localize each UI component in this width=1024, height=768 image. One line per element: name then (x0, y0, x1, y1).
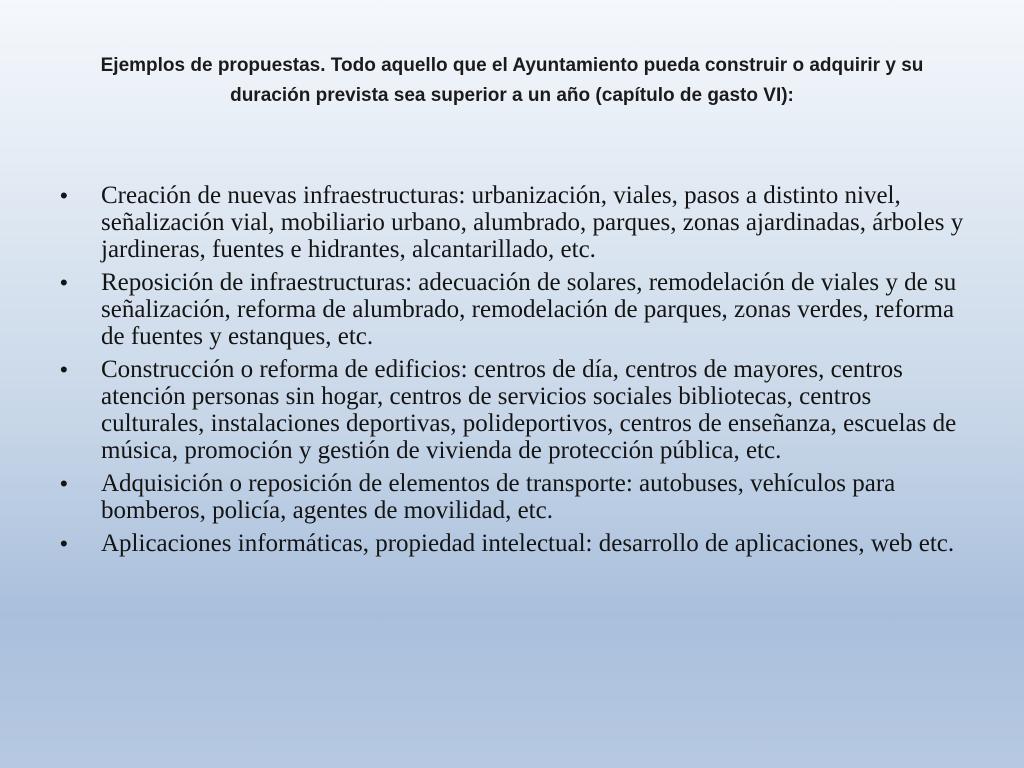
bullet-text: Creación de nuevas infraestructuras: urbanización, viales, pasos a distinto nivel, señalización vial, mobiliario urbano, alumbrado, parques, zonas ajardinadas, árboles y jardineras, fuentes e hidrantes, alcantarillado, etc. (101, 182, 964, 263)
bullet-text: Reposición de infraestructuras: adecuación de solares, remodelación de viales y de su señalización, reforma de alumbrado, remodelación de parques, zonas verdes, reforma de fuentes y estanques, etc. (101, 269, 957, 350)
bullet-icon: • (60, 357, 68, 382)
bullet-item-new-infrastructure (58, 182, 978, 263)
bullet-text: Aplicaciones informáticas, propiedad intelectual: desarrollo de aplicaciones, web etc. (101, 530, 955, 557)
bullet-text: Construcción o reforma de edificios: centros de día, centros de mayores, centros atención personas sin hogar, centros de servicios sociales bibliotecas, centros culturales, instalaciones deportivas, polideportivos, centros de enseñanza, escuelas de música, promoción y gestión de vivienda de protección pública, etc. (101, 356, 957, 464)
bullet-icon: • (60, 270, 68, 295)
bullet-icon: • (60, 183, 68, 208)
bullet-item-software (58, 530, 978, 557)
bullet-text: Adquisición o reposición de elementos de transporte: autobuses, vehículos para bomberos, policía, agentes de movilidad, etc. (101, 470, 896, 524)
bullet-item-transport (58, 470, 978, 524)
bullet-list (58, 182, 978, 563)
bullet-item-buildings (58, 356, 978, 464)
bullet-item-infrastructure-replacement (58, 269, 978, 350)
bullet-icon: • (60, 531, 68, 556)
slide-title: Ejemplos de propuestas. Todo aquello que el Ayuntamiento pueda construir o adquirir y su duración prevista sea superior a un año (capítulo de gasto VI): (100, 55, 924, 106)
bullet-icon: • (60, 471, 68, 496)
